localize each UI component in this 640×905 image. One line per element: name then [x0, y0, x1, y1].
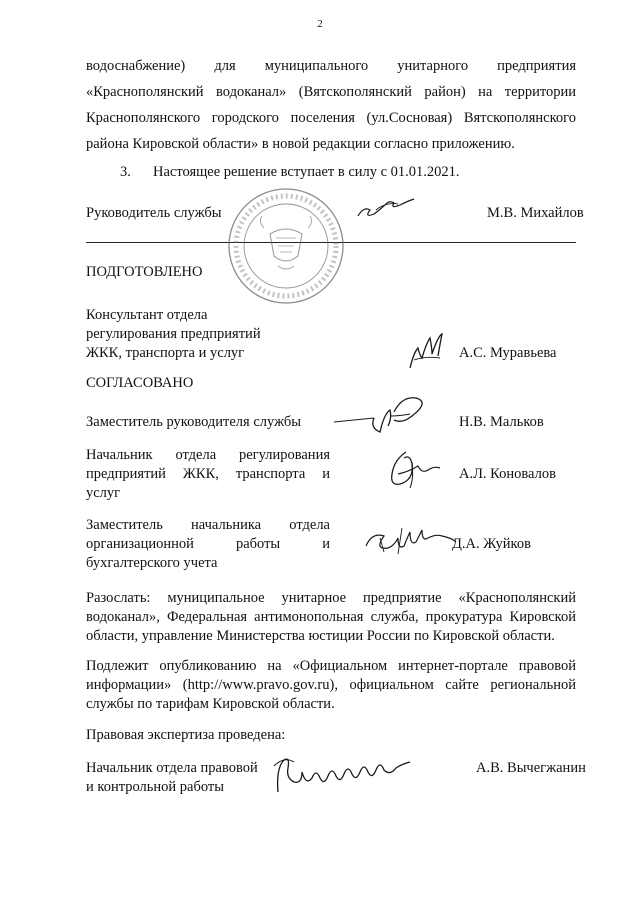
prepared-position-line: регулирования предприятий	[86, 326, 261, 342]
head-signature	[356, 196, 416, 220]
body-line: водоснабжение) для муниципального унитарного предприятия	[86, 58, 576, 74]
deputy-signature	[330, 392, 440, 440]
distribution-line: Разослать: муниципальное унитарное предприятие «Краснополянский	[86, 590, 576, 606]
legal-signature	[270, 752, 440, 800]
body-line: Краснополянского городского поселения (ул.Сосновая) Вятскополянского	[86, 110, 576, 126]
agreed-heading: СОГЛАСОВАНО	[86, 375, 194, 391]
prepared-heading: ПОДГОТОВЛЕНО	[86, 264, 203, 280]
head-position: Руководитель службы	[86, 205, 222, 221]
item-number: 3.	[120, 164, 131, 180]
chief-position-line: предприятий ЖКК, транспорта и	[86, 466, 330, 482]
deputy2-position-line: Заместитель начальника отдела	[86, 517, 330, 533]
official-stamp	[226, 186, 346, 306]
prepared-name: А.С. Муравьева	[459, 345, 557, 361]
publication-line: информации» (http://www.pravo.gov.ru), официальном сайте региональной	[86, 677, 576, 693]
prepared-position-line: ЖКК, транспорта и услуг	[86, 345, 245, 361]
legal-position-line: Начальник отдела правовой	[86, 760, 258, 776]
chief-position-line: услуг	[86, 485, 121, 501]
publication-line: Подлежит опубликованию на «Официальном интернет-портале правовой	[86, 658, 576, 674]
prepared-signature	[404, 330, 448, 374]
deputy2-name: Д.А. Жуйков	[452, 536, 531, 552]
legal-heading: Правовая экспертиза проведена:	[86, 727, 286, 743]
distribution-line: водоканал», Федеральная антимонопольная служба, прокуратура Кировской	[86, 609, 576, 625]
head-name: М.В. Михайлов	[487, 205, 584, 221]
deputy2-position-line: бухгалтерского учета	[86, 555, 218, 571]
prepared-position-line: Консультант отдела	[86, 307, 208, 323]
legal-position-line: и контрольной работы	[86, 779, 224, 795]
page-number: 2	[317, 18, 323, 30]
item-text: Настоящее решение вступает в силу с 01.01.2021.	[153, 164, 460, 180]
chief-name: А.Л. Коновалов	[459, 466, 556, 482]
deputy2-signature	[362, 522, 462, 560]
publication-line: службы по тарифам Кировской области.	[86, 696, 335, 712]
chief-position-line: Начальник отдела регулирования	[86, 447, 330, 463]
deputy-name: Н.В. Мальков	[459, 414, 544, 430]
legal-name: А.В. Вычегжанин	[476, 760, 586, 776]
body-line: района Кировской области» в новой редакции согласно приложению.	[86, 136, 515, 152]
deputy-position: Заместитель руководителя службы	[86, 414, 302, 430]
chief-signature	[376, 444, 448, 496]
body-line: «Краснополянский водоканал» (Вятскополянский район) на территории	[86, 84, 576, 100]
distribution-line: области, управление Министерства юстиции России по Кировской области.	[86, 628, 555, 644]
deputy2-position-line: организационной работы и	[86, 536, 330, 552]
